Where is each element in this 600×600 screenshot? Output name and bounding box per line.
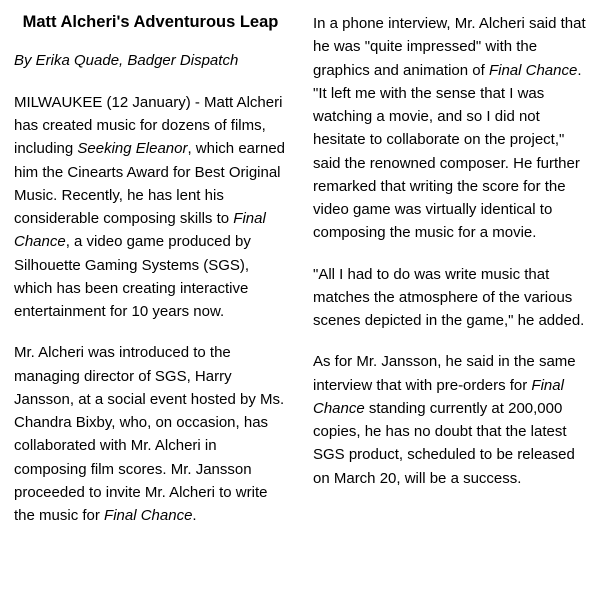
paragraph	[14, 91, 287, 324]
paragraph-text: "All I had to do was write music that matches the atmosphere of the various scenes depicted in the game," he added.	[313, 265, 585, 329]
article-left-column	[14, 12, 287, 590]
paragraph-text: .	[192, 507, 197, 525]
emphasis-title: Final Chance	[488, 61, 578, 79]
paragraph	[313, 350, 586, 490]
page-title: Matt Alcheri's Adventurous Leap	[22, 13, 279, 31]
emphasis-title: Final Chance	[313, 376, 564, 417]
paragraph	[313, 12, 586, 245]
paragraph-text: , a video game produced by Silhouette Gaming Systems (SGS), which has been creating interactive entertainment for 10 years now.	[14, 233, 251, 321]
emphasis-title: Final Chance	[14, 210, 266, 251]
paragraph-text: Mr. Alcheri was introduced to the managing director of SGS, Harry Jansson, at a social event hosted by Ms. Chandra Bixby, who, on occasion, has collaborated with Mr. Alcheri in composing film scores. Mr. Jansson proceeded to invite Mr. Alcheri to write the music for	[14, 344, 285, 525]
article-right-column	[313, 12, 586, 590]
paragraph	[14, 341, 287, 527]
emphasis-title: Final Chance	[104, 507, 193, 525]
byline: By Erika Quade, Badger Dispatch	[14, 51, 239, 69]
paragraph-text: , which earned him the Cinearts Award for Best Original Music. Recently, he has lent his considerable composing skills to	[14, 140, 286, 228]
emphasis-title: Seeking Eleanor	[77, 140, 188, 158]
paragraph-text: In a phone interview, Mr. Alcheri said that he was "quite impressed" with the graphics and animation of	[313, 15, 586, 79]
paragraph-text: MILWAUKEE (12 January) - Matt Alcheri has created music for dozens of films, including	[14, 93, 283, 158]
paragraph-text: standing currently at 200,000 copies, he has no doubt that the latest SGS product, scheduled to be released on March 20, will be a success.	[313, 399, 575, 487]
paragraph	[313, 263, 586, 333]
paragraph-text: As for Mr. Jansson, he said in the same interview that with pre-orders for	[313, 353, 576, 394]
paragraph-text: . "It left me with the sense that I was watching a movie, and so I did not hesitate to collaborate on the project," said the renowned composer. He further remarked that writing the score for the video game was virtually identical to composing the music for a movie.	[313, 61, 582, 242]
